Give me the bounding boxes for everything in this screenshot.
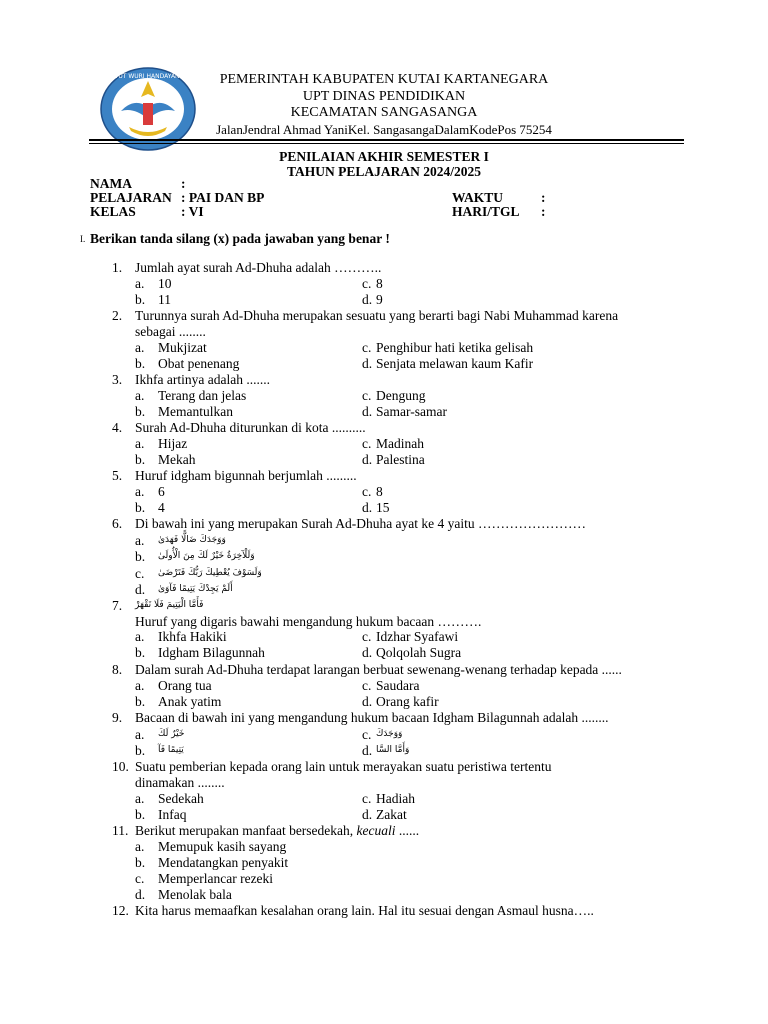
option-letter: c.: [362, 436, 372, 451]
option-text: Memantulkan: [158, 404, 233, 419]
option-letter: b.: [135, 807, 146, 822]
arabic-option: وَوَجَدَكَ: [376, 729, 403, 739]
option-letter: b.: [135, 743, 146, 758]
question-text-end: ......: [395, 823, 420, 838]
waktu-value: :: [541, 190, 546, 205]
option-letter: c.: [135, 566, 145, 581]
option-letter: d.: [362, 500, 373, 515]
question-text: Kita harus memaafkan kesalahan orang lain. Hal itu sesuai dengan Asmaul husna…..: [135, 903, 594, 918]
option-text: Mukjizat: [158, 340, 207, 355]
question-number: 8.: [112, 662, 123, 677]
option-letter: b.: [135, 500, 146, 515]
option-letter: a.: [135, 533, 145, 548]
option-text: Qolqolah Sugra: [376, 645, 462, 660]
option-text: Idgham Bilagunnah: [158, 645, 265, 660]
option-text: Terang dan jelas: [158, 388, 247, 403]
option-text: Anak yatim: [158, 694, 222, 709]
option-text: Orang kafir: [376, 694, 439, 709]
option-letter: d.: [362, 292, 373, 307]
question-text-emphasis: kecuali: [356, 823, 396, 838]
question-number: 5.: [112, 468, 123, 483]
option-text: Menolak bala: [158, 887, 232, 902]
pelajaran-value: : PAI DAN BP: [181, 190, 265, 205]
question-text: Dalam surah Ad-Dhuha terdapat larangan berbuat sewenang-wenang terhadap kepada ......: [135, 662, 622, 677]
option-text: Hijaz: [158, 436, 188, 451]
option-letter: a.: [135, 727, 145, 742]
nama-label: NAMA: [90, 176, 132, 191]
option-text: Mendatangkan penyakit: [158, 855, 289, 870]
option-letter: c.: [362, 340, 372, 355]
option-text: Palestina: [376, 452, 425, 467]
option-text: 10: [158, 276, 172, 291]
option-letter: a.: [135, 678, 145, 693]
option-text: Ikhfa Hakiki: [158, 629, 227, 644]
option-letter: b.: [135, 694, 146, 709]
option-letter: a.: [135, 340, 145, 355]
option-text: Orang tua: [158, 678, 212, 693]
question-number: 1.: [112, 260, 123, 275]
option-text: Zakat: [376, 807, 407, 822]
option-text: 15: [376, 500, 390, 515]
option-letter: d.: [362, 694, 373, 709]
option-letter: c.: [362, 276, 372, 291]
section-number: I.: [80, 234, 86, 244]
option-letter: a.: [135, 484, 145, 499]
option-letter: a.: [135, 839, 145, 854]
question-text-continued: sebagai ........: [135, 324, 206, 339]
option-text: Obat penenang: [158, 356, 240, 371]
option-letter: c.: [362, 727, 372, 742]
option-letter: a.: [135, 629, 145, 644]
option-text: 4: [158, 500, 165, 515]
question-number: 7.: [112, 598, 123, 613]
option-letter: b.: [135, 404, 146, 419]
exam-year-line: TAHUN PELAJARAN 2024/2025: [286, 163, 481, 179]
option-text: Senjata melawan kaum Kafir: [376, 356, 534, 371]
question-text: Ikhfa artinya adalah .......: [135, 372, 270, 387]
option-text: Idzhar Syafawi: [376, 629, 459, 644]
question-number: 11.: [112, 823, 129, 838]
letterhead: [192, 72, 576, 138]
arabic-option: خَيْرٌ لَكَ: [158, 729, 185, 739]
option-letter: a.: [135, 276, 145, 291]
question-number: 2.: [112, 308, 123, 323]
nama-value: :: [181, 176, 186, 191]
exam-title-line: PENILAIAN AKHIR SEMESTER I: [279, 149, 489, 164]
option-letter: c.: [362, 388, 372, 403]
waktu-label: WAKTU: [452, 190, 504, 205]
option-text: 11: [158, 292, 171, 307]
arabic-verse: فَأَمَّا الْيَتِيمَ فَلَا تَقْهَرْ: [135, 600, 204, 610]
dept-name: UPT DINAS PENDIDIKAN: [302, 88, 466, 104]
option-letter: c.: [362, 484, 372, 499]
option-letter: d.: [362, 404, 373, 419]
option-text: Madinah: [376, 436, 424, 451]
option-text: Sedekah: [158, 791, 204, 806]
option-letter: d.: [362, 743, 373, 758]
question-text: Huruf yang digaris bawahi mengandung hukum bacaan ……….: [135, 614, 482, 629]
option-letter: a.: [135, 436, 145, 451]
arabic-option: وَأَمَّا السَّا: [376, 745, 410, 755]
exam-title: [192, 150, 576, 179]
district-name: KECAMATAN SANGASANGA: [290, 105, 478, 120]
option-letter: c.: [135, 871, 145, 886]
arabic-option: أَلَمْ يَجِدْكَ يَتِيمًا فَآوَىٰ: [158, 584, 233, 594]
question-text-continued: dinamakan ........: [135, 775, 225, 790]
kelas-value: : VI: [181, 204, 204, 219]
kelas-label: KELAS: [90, 204, 136, 219]
option-text: Hadiah: [376, 791, 415, 806]
arabic-option: وَوَجَدَكَ ضَالًّا فَهَدَىٰ: [158, 535, 226, 545]
option-letter: b.: [135, 549, 146, 564]
option-text: 8: [376, 484, 383, 499]
option-text: 6: [158, 484, 165, 499]
logo-text: TUT WURI HANDAYANI: [114, 73, 182, 80]
question-text: Bacaan di bawah ini yang mengandung hukum bacaan Idgham Bilagunnah adalah ........: [135, 710, 609, 725]
question-number: 12.: [112, 903, 129, 918]
option-letter: d.: [362, 807, 373, 822]
hari-value: :: [541, 204, 546, 219]
option-text: Dengung: [376, 388, 426, 403]
option-letter: d.: [362, 645, 373, 660]
option-letter: b.: [135, 356, 146, 371]
question-text: Jumlah ayat surah Ad-Dhuha adalah ………..: [135, 260, 382, 275]
option-text: Saudara: [376, 678, 420, 693]
question-number: 3.: [112, 372, 123, 387]
option-text: 9: [376, 292, 383, 307]
question-text: Surah Ad-Dhuha diturunkan di kota ..........: [135, 420, 366, 435]
option-letter: a.: [135, 791, 145, 806]
question-number: 9.: [112, 710, 123, 725]
address: JalanJendral Ahmad YaniKel. SangasangaDalamKodePos 75254: [216, 121, 552, 137]
gov-name: PEMERINTAH KABUPATEN KUTAI KARTANEGARA: [219, 72, 549, 87]
header-divider-thin: [89, 143, 684, 144]
arabic-option: وَلَسَوْفَ يُعْطِيكَ رَبُّكَ فَتَرْضَىٰ: [158, 568, 262, 578]
question-text: [135, 823, 419, 839]
option-letter: b.: [135, 292, 146, 307]
header-divider-thick: [89, 139, 684, 141]
option-letter: d.: [362, 452, 373, 467]
option-letter: a.: [135, 388, 145, 403]
option-letter: b.: [135, 452, 146, 467]
option-text: Samar-samar: [376, 404, 447, 419]
option-letter: d.: [135, 887, 146, 902]
option-letter: d.: [362, 356, 373, 371]
question-number: 6.: [112, 516, 123, 531]
question-text-start: Berikut merupakan manfaat bersedekah,: [135, 823, 357, 838]
option-text: 8: [376, 276, 383, 291]
option-letter: c.: [362, 678, 372, 693]
arabic-option: يَتِيمًا فَآ: [158, 745, 184, 755]
question-text: Turunnya surah Ad-Dhuha merupakan sesuatu yang berarti bagi Nabi Muhammad karena: [135, 308, 619, 323]
question-text: Suatu pemberian kepada orang lain untuk merayakan suatu peristiwa tertentu: [135, 759, 552, 774]
arabic-option: وَلَلْآخِرَةُ خَيْرٌ لَكَ مِنَ الْأُولَىٰ: [158, 551, 255, 561]
question-number: 4.: [112, 420, 123, 435]
option-text: Infaq: [158, 807, 187, 822]
question-text: Huruf idgham bigunnah berjumlah .........: [135, 468, 357, 483]
option-text: Penghibur hati ketika gelisah: [376, 340, 534, 355]
section-instruction: Berikan tanda silang (x) pada jawaban yang benar !: [90, 231, 390, 246]
option-letter: b.: [135, 855, 146, 870]
option-letter: b.: [135, 645, 146, 660]
option-letter: c.: [362, 791, 372, 806]
question-text: Di bawah ini yang merupakan Surah Ad-Dhuha ayat ke 4 yaitu ……………………: [135, 516, 587, 531]
option-text: Mekah: [158, 452, 196, 467]
option-letter: c.: [362, 629, 372, 644]
question-number: 10.: [112, 759, 129, 774]
option-letter: d.: [135, 582, 146, 597]
option-text: Memupuk kasih sayang: [158, 839, 287, 854]
hari-label: HARI/TGL: [452, 204, 520, 219]
pelajaran-label: PELAJARAN: [90, 190, 172, 205]
option-text: Memperlancar rezeki: [158, 871, 274, 886]
